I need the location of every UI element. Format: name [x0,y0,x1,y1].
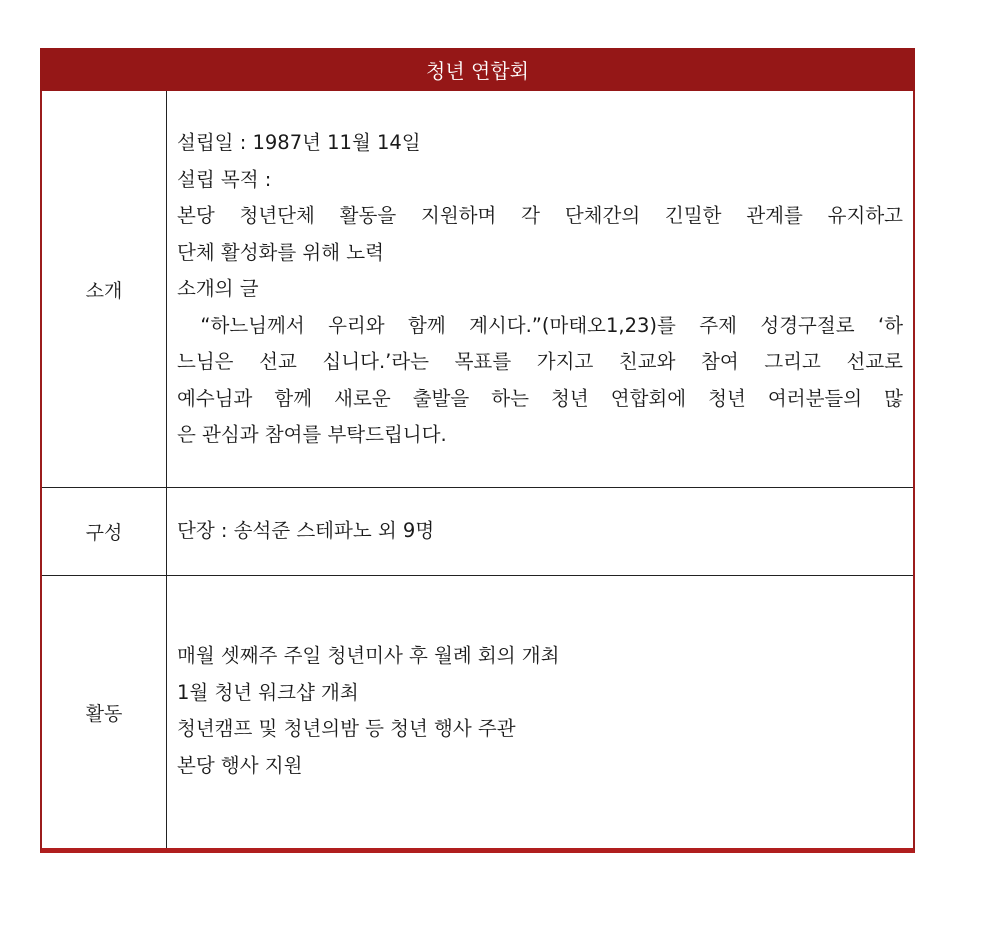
activity-line: 청년캠프 및 청년의밤 등 청년 행사 주관 [177,717,516,740]
info-table [40,48,915,853]
table-row-activities [42,575,913,848]
intro-line: 느님은 선교 십니다.’라는 목표를 가지고 친교와 참여 그리고 선교로 [177,350,903,373]
intro-line: 설립일 : 1987년 11월 14일 [177,131,421,154]
row-content-intro [177,91,903,487]
row-label-members: 구성 [42,488,167,575]
members-line: 단장 : 송석준 스테파노 외 9명 [177,519,435,543]
row-label-activities: 활동 [42,576,167,848]
row-content-members [177,488,903,575]
intro-line: 소개의 글 [177,277,259,300]
intro-line: 설립 목적 : [177,167,272,191]
table-title: 청년 연합회 [40,48,915,91]
activity-line: 1월 청년 워크샵 개최 [177,680,359,704]
activity-line: 본당 행사 지원 [177,753,303,777]
activity-line: 매월 셋째주 주일 청년미사 후 월례 회의 개최 [177,644,560,667]
row-label-intro: 소개 [42,91,167,487]
intro-line: 예수님과 함께 새로운 출발을 하는 청년 연합회에 청년 여러분들의 많 [177,386,903,410]
intro-line: 단체 활성화를 위해 노력 [177,240,384,264]
intro-line: 은 관심과 참여를 부탁드립니다. [177,423,447,446]
row-content-activities [177,576,903,848]
table-row-members [42,487,913,575]
intro-line: “하느님께서 우리와 함께 계시다.”(마태오1,23)를 주제 성경구절로 ‘하 [177,313,903,337]
intro-line: 본당 청년단체 활동을 지원하며 각 단체간의 긴밀한 관계를 유지하고 [177,204,903,227]
table-row-intro [42,91,913,487]
